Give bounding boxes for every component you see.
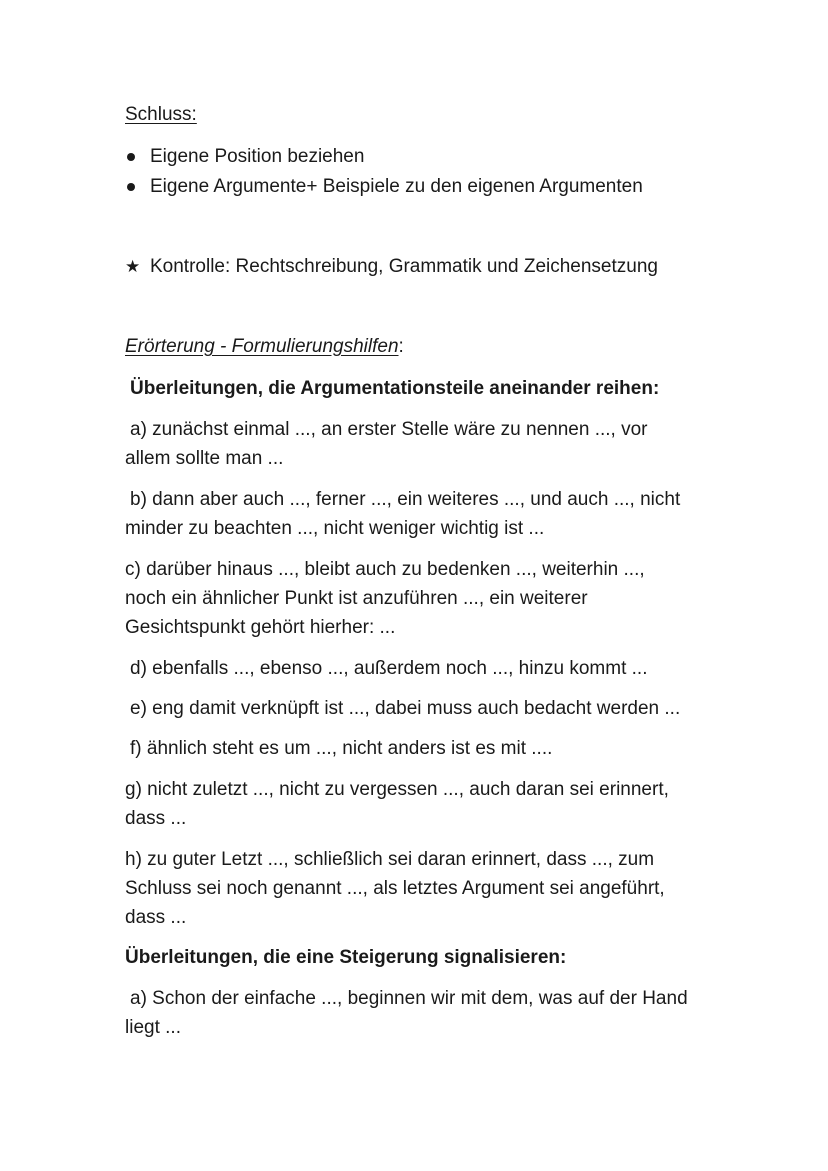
list-item-line: a) Schon der einfache ..., beginnen wir mit dem, was auf der Hand bbox=[130, 988, 688, 1009]
list-item-line: e) eng damit verknüpft ist ..., dabei muss auch bedacht werden ... bbox=[130, 698, 681, 719]
section-title: Überleitungen, die Argumentationsteile aneinander reihen: bbox=[130, 378, 660, 399]
list-item-line: Gesichtspunkt gehört hierher: ... bbox=[125, 617, 396, 638]
bullet-dot-icon bbox=[127, 153, 135, 161]
bullet-dot-icon bbox=[127, 183, 135, 191]
list-item-line: Schluss sei noch genannt ..., als letztes Argument sei angeführt, bbox=[125, 878, 665, 899]
list-item-line: b) dann aber auch ..., ferner ..., ein weiteres ..., und auch ..., nicht bbox=[130, 489, 681, 510]
kontrolle-note: Kontrolle: Rechtschreibung, Grammatik und Zeichensetzung bbox=[150, 256, 658, 277]
section-title: Überleitungen, die eine Steigerung signalisieren: bbox=[125, 947, 567, 968]
schluss-bullet: Eigene Argumente+ Beispiele zu den eigenen Argumenten bbox=[150, 176, 643, 197]
heading-colon: : bbox=[398, 336, 404, 357]
list-item-line: d) ebenfalls ..., ebenso ..., außerdem noch ..., hinzu kommt ... bbox=[130, 658, 648, 679]
list-item-line: dass ... bbox=[125, 808, 187, 829]
star-icon: ★ bbox=[125, 257, 141, 276]
schluss-bullet: Eigene Position beziehen bbox=[150, 146, 365, 167]
list-item-line: minder zu beachten ..., nicht weniger wichtig ist ... bbox=[125, 518, 545, 539]
list-item-line: c) darüber hinaus ..., bleibt auch zu bedenken ..., weiterhin ..., bbox=[125, 559, 645, 580]
list-item-line: allem sollte man ... bbox=[125, 448, 284, 469]
list-item-line: noch ein ähnlicher Punkt ist anzuführen ..., ein weiterer bbox=[125, 588, 588, 609]
list-item-line: f) ähnlich steht es um ..., nicht anders ist es mit .... bbox=[130, 738, 553, 759]
schluss-heading: Schluss: bbox=[125, 104, 197, 125]
formulierungshilfen-heading-text: Erörterung - Formulierungshilfen bbox=[125, 336, 399, 357]
list-item-line: g) nicht zuletzt ..., nicht zu vergessen ..., auch daran sei erinnert, bbox=[125, 779, 669, 800]
list-item-line: liegt ... bbox=[125, 1017, 181, 1038]
formulierungshilfen-heading bbox=[125, 332, 404, 361]
list-item-line: h) zu guter Letzt ..., schließlich sei daran erinnert, dass ..., zum bbox=[125, 849, 655, 870]
list-item-line: dass ... bbox=[125, 907, 187, 928]
list-item-line: a) zunächst einmal ..., an erster Stelle wäre zu nennen ..., vor bbox=[130, 419, 648, 440]
